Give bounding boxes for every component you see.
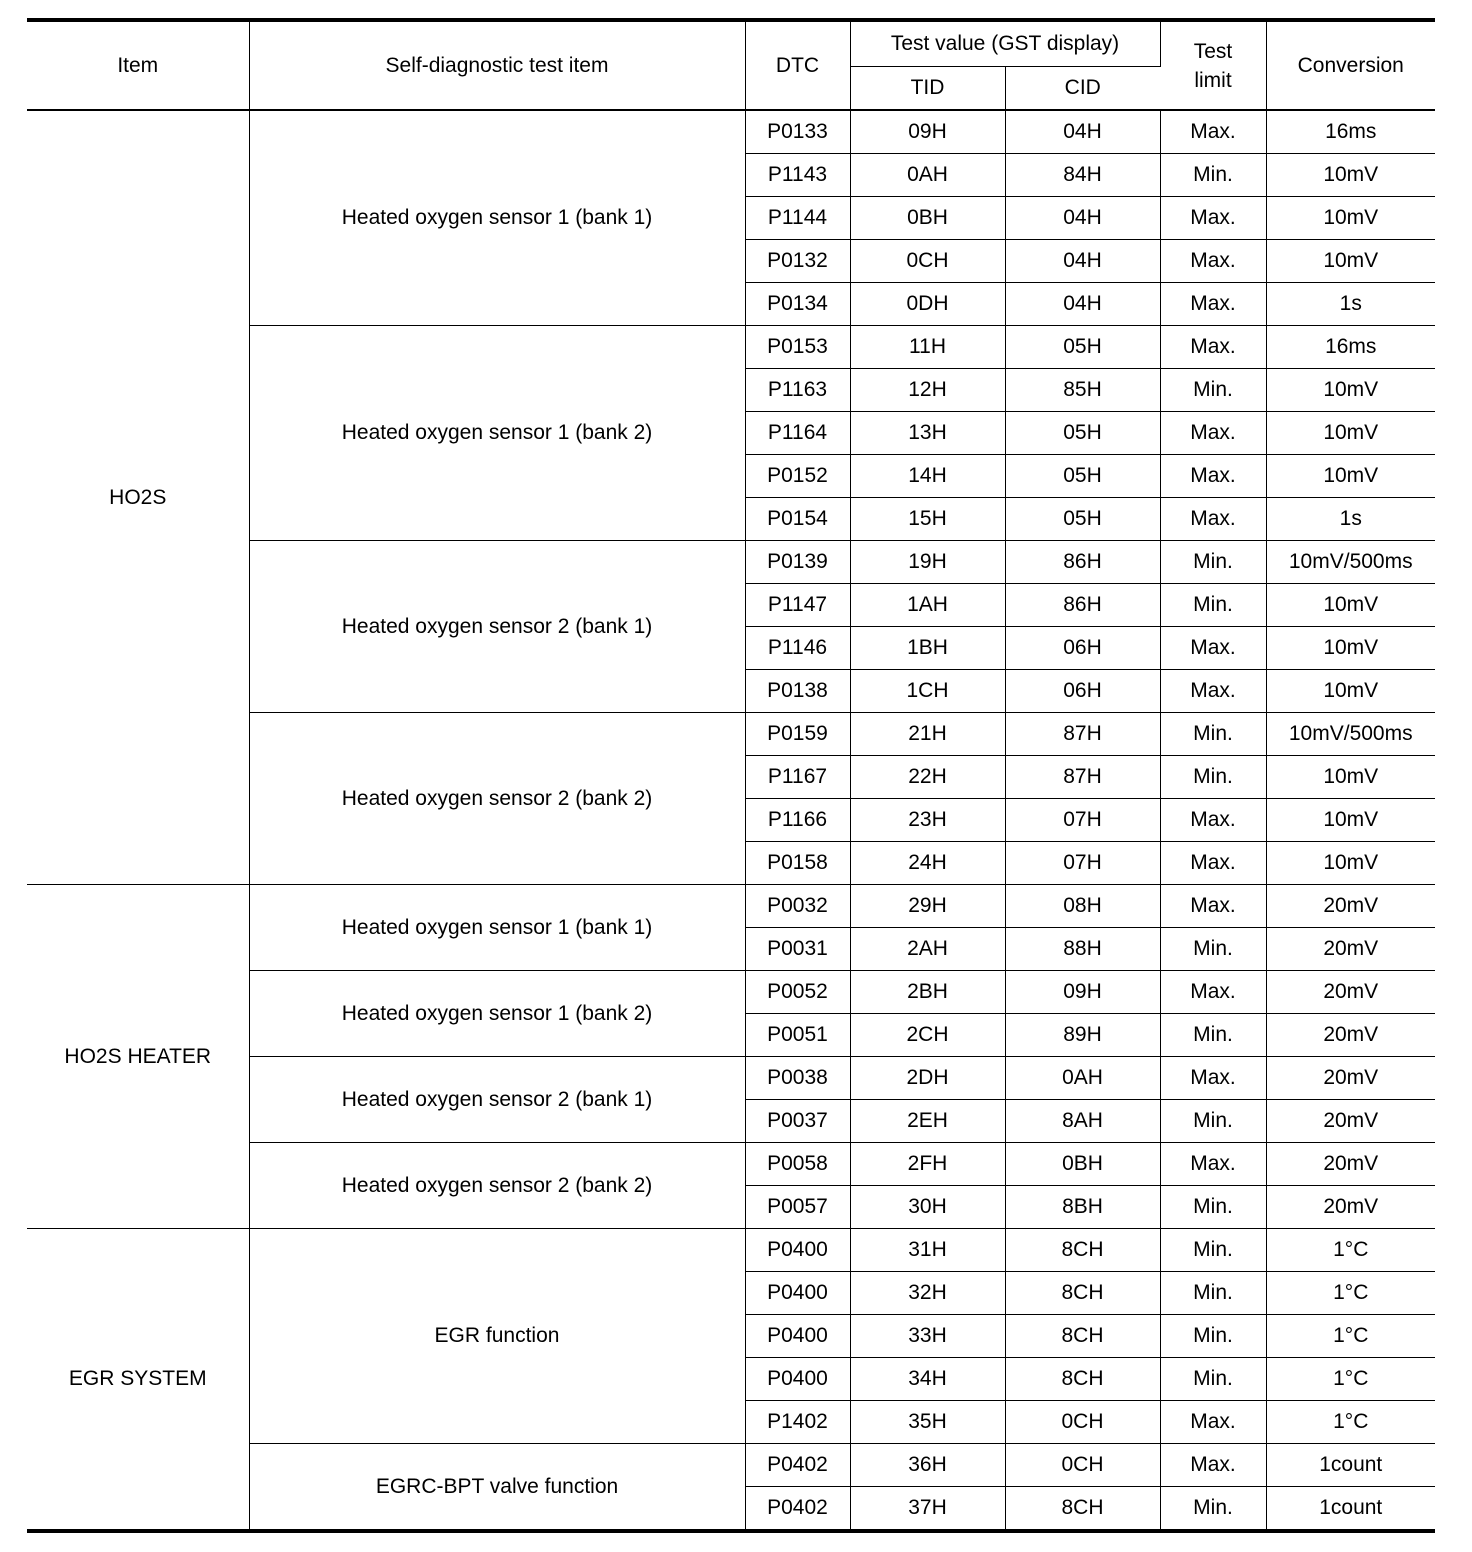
test-limit-cell: Max. <box>1160 283 1266 326</box>
test-limit-cell: Min. <box>1160 1186 1266 1229</box>
test-limit-cell: Min. <box>1160 541 1266 584</box>
test-limit-cell: Max. <box>1160 799 1266 842</box>
item-cell: HO2S HEATER <box>27 885 249 1229</box>
cid-cell: 84H <box>1005 154 1160 197</box>
conversion-cell: 10mV/500ms <box>1266 541 1435 584</box>
cid-cell: 88H <box>1005 928 1160 971</box>
conversion-cell: 20mV <box>1266 1057 1435 1100</box>
dtc-cell: P0139 <box>745 541 850 584</box>
tid-cell: 33H <box>850 1315 1005 1358</box>
tid-cell: 11H <box>850 326 1005 369</box>
cid-cell: 0BH <box>1005 1143 1160 1186</box>
cid-cell: 06H <box>1005 670 1160 713</box>
test-limit-cell: Max. <box>1160 197 1266 240</box>
test-item-cell: Heated oxygen sensor 2 (bank 2) <box>249 1143 745 1229</box>
dtc-cell: P0153 <box>745 326 850 369</box>
test-limit-cell: Max. <box>1160 326 1266 369</box>
cid-cell: 05H <box>1005 498 1160 541</box>
tid-cell: 13H <box>850 412 1005 455</box>
tid-cell: 24H <box>850 842 1005 885</box>
dtc-cell: P0134 <box>745 283 850 326</box>
test-item-cell: Heated oxygen sensor 2 (bank 2) <box>249 713 745 885</box>
item-cell: EGR SYSTEM <box>27 1229 249 1532</box>
test-item-cell: EGRC-BPT valve function <box>249 1444 745 1532</box>
dtc-cell: P0400 <box>745 1229 850 1272</box>
cid-cell: 05H <box>1005 455 1160 498</box>
dtc-cell: P1402 <box>745 1401 850 1444</box>
conversion-cell: 1°C <box>1266 1272 1435 1315</box>
conversion-cell: 20mV <box>1266 885 1435 928</box>
conversion-cell: 1s <box>1266 498 1435 541</box>
dtc-cell: P1143 <box>745 154 850 197</box>
test-limit-cell: Min. <box>1160 1487 1266 1532</box>
dtc-cell: P0400 <box>745 1315 850 1358</box>
conversion-cell: 10mV <box>1266 369 1435 412</box>
test-item-cell: Heated oxygen sensor 1 (bank 1) <box>249 885 745 971</box>
dtc-cell: P1144 <box>745 197 850 240</box>
tid-cell: 09H <box>850 110 1005 154</box>
test-item-cell: Heated oxygen sensor 1 (bank 2) <box>249 326 745 541</box>
table-body <box>27 110 1435 1531</box>
test-limit-cell: Max. <box>1160 1057 1266 1100</box>
header-tid: TID <box>850 67 1005 111</box>
tid-cell: 12H <box>850 369 1005 412</box>
tid-cell: 2BH <box>850 971 1005 1014</box>
conversion-cell: 16ms <box>1266 110 1435 154</box>
dtc-cell: P0133 <box>745 110 850 154</box>
test-limit-cell: Max. <box>1160 1401 1266 1444</box>
test-limit-cell: Min. <box>1160 1315 1266 1358</box>
dtc-cell: P0038 <box>745 1057 850 1100</box>
dtc-cell: P0402 <box>745 1444 850 1487</box>
cid-cell: 05H <box>1005 412 1160 455</box>
tid-cell: 2CH <box>850 1014 1005 1057</box>
dtc-cell: P0400 <box>745 1358 850 1401</box>
tid-cell: 2EH <box>850 1100 1005 1143</box>
conversion-cell: 10mV <box>1266 670 1435 713</box>
tid-cell: 2DH <box>850 1057 1005 1100</box>
tid-cell: 37H <box>850 1487 1005 1532</box>
header-test-limit <box>1160 20 1266 110</box>
dtc-cell: P0037 <box>745 1100 850 1143</box>
test-item-cell: EGR function <box>249 1229 745 1444</box>
tid-cell: 36H <box>850 1444 1005 1487</box>
cid-cell: 86H <box>1005 584 1160 627</box>
tid-cell: 1BH <box>850 627 1005 670</box>
test-limit-cell: Min. <box>1160 1229 1266 1272</box>
cid-cell: 07H <box>1005 842 1160 885</box>
tid-cell: 0AH <box>850 154 1005 197</box>
cid-cell: 0AH <box>1005 1057 1160 1100</box>
tid-cell: 29H <box>850 885 1005 928</box>
conversion-cell: 10mV <box>1266 154 1435 197</box>
tid-cell: 2AH <box>850 928 1005 971</box>
dtc-cell: P0152 <box>745 455 850 498</box>
conversion-cell: 10mV <box>1266 756 1435 799</box>
header-test-item: Self-diagnostic test item <box>249 20 745 110</box>
test-limit-cell: Min. <box>1160 584 1266 627</box>
cid-cell: 04H <box>1005 197 1160 240</box>
cid-cell: 8AH <box>1005 1100 1160 1143</box>
test-limit-cell: Max. <box>1160 1444 1266 1487</box>
dtc-cell: P0159 <box>745 713 850 756</box>
conversion-cell: 1°C <box>1266 1229 1435 1272</box>
conversion-cell: 10mV/500ms <box>1266 713 1435 756</box>
table-row <box>27 885 1435 928</box>
tid-cell: 19H <box>850 541 1005 584</box>
dtc-cell: P1166 <box>745 799 850 842</box>
tid-cell: 0CH <box>850 240 1005 283</box>
tid-cell: 0BH <box>850 197 1005 240</box>
tid-cell: 0DH <box>850 283 1005 326</box>
test-limit-cell: Max. <box>1160 885 1266 928</box>
test-limit-cell: Min. <box>1160 713 1266 756</box>
cid-cell: 8BH <box>1005 1186 1160 1229</box>
test-limit-cell: Max. <box>1160 971 1266 1014</box>
test-limit-cell: Max. <box>1160 455 1266 498</box>
conversion-cell: 1°C <box>1266 1358 1435 1401</box>
test-limit-cell: Min. <box>1160 369 1266 412</box>
dtc-cell: P0058 <box>745 1143 850 1186</box>
cid-cell: 8CH <box>1005 1487 1160 1532</box>
conversion-cell: 20mV <box>1266 1143 1435 1186</box>
test-limit-cell: Max. <box>1160 1143 1266 1186</box>
conversion-cell: 1count <box>1266 1487 1435 1532</box>
cid-cell: 87H <box>1005 713 1160 756</box>
dtc-cell: P0032 <box>745 885 850 928</box>
item-cell: HO2S <box>27 110 249 885</box>
test-limit-cell: Min. <box>1160 1014 1266 1057</box>
dtc-cell: P0031 <box>745 928 850 971</box>
tid-cell: 1CH <box>850 670 1005 713</box>
test-limit-cell: Max. <box>1160 240 1266 283</box>
conversion-cell: 10mV <box>1266 455 1435 498</box>
header-cid: CID <box>1005 67 1160 111</box>
dtc-cell: P0051 <box>745 1014 850 1057</box>
conversion-cell: 20mV <box>1266 928 1435 971</box>
tid-cell: 32H <box>850 1272 1005 1315</box>
cid-cell: 8CH <box>1005 1229 1160 1272</box>
conversion-cell: 10mV <box>1266 584 1435 627</box>
dtc-cell: P0400 <box>745 1272 850 1315</box>
dtc-cell: P1164 <box>745 412 850 455</box>
cid-cell: 04H <box>1005 283 1160 326</box>
cid-cell: 8CH <box>1005 1272 1160 1315</box>
test-limit-cell: Min. <box>1160 154 1266 197</box>
tid-cell: 1AH <box>850 584 1005 627</box>
conversion-cell: 1count <box>1266 1444 1435 1487</box>
header-test-limit-line2: limit <box>1194 68 1232 92</box>
dtc-cell: P0052 <box>745 971 850 1014</box>
cid-cell: 8CH <box>1005 1358 1160 1401</box>
conversion-cell: 10mV <box>1266 799 1435 842</box>
tid-cell: 21H <box>850 713 1005 756</box>
cid-cell: 0CH <box>1005 1444 1160 1487</box>
cid-cell: 08H <box>1005 885 1160 928</box>
test-limit-cell: Min. <box>1160 756 1266 799</box>
dtc-table <box>27 18 1435 1533</box>
dtc-cell: P1146 <box>745 627 850 670</box>
test-limit-cell: Max. <box>1160 498 1266 541</box>
tid-cell: 23H <box>850 799 1005 842</box>
cid-cell: 04H <box>1005 240 1160 283</box>
dtc-cell: P1167 <box>745 756 850 799</box>
conversion-cell: 10mV <box>1266 412 1435 455</box>
cid-cell: 04H <box>1005 110 1160 154</box>
header-test-value: Test value (GST display) <box>850 20 1160 67</box>
cid-cell: 06H <box>1005 627 1160 670</box>
test-limit-cell: Min. <box>1160 1100 1266 1143</box>
conversion-cell: 1°C <box>1266 1401 1435 1444</box>
table-row <box>27 110 1435 154</box>
test-limit-cell: Min. <box>1160 1358 1266 1401</box>
dtc-cell: P1163 <box>745 369 850 412</box>
table-row <box>27 1229 1435 1272</box>
header-test-limit-line1: Test <box>1193 39 1233 63</box>
cid-cell: 8CH <box>1005 1315 1160 1358</box>
cid-cell: 85H <box>1005 369 1160 412</box>
conversion-cell: 20mV <box>1266 1014 1435 1057</box>
test-limit-cell: Min. <box>1160 928 1266 971</box>
conversion-cell: 10mV <box>1266 240 1435 283</box>
test-item-cell: Heated oxygen sensor 1 (bank 1) <box>249 110 745 326</box>
cid-cell: 09H <box>1005 971 1160 1014</box>
test-item-cell: Heated oxygen sensor 1 (bank 2) <box>249 971 745 1057</box>
tid-cell: 31H <box>850 1229 1005 1272</box>
test-item-cell: Heated oxygen sensor 2 (bank 1) <box>249 1057 745 1143</box>
dtc-cell: P1147 <box>745 584 850 627</box>
test-limit-cell: Max. <box>1160 110 1266 154</box>
cid-cell: 07H <box>1005 799 1160 842</box>
cid-cell: 05H <box>1005 326 1160 369</box>
test-limit-cell: Max. <box>1160 627 1266 670</box>
cid-cell: 0CH <box>1005 1401 1160 1444</box>
conversion-cell: 10mV <box>1266 197 1435 240</box>
tid-cell: 35H <box>850 1401 1005 1444</box>
conversion-cell: 1s <box>1266 283 1435 326</box>
dtc-cell: P0138 <box>745 670 850 713</box>
dtc-cell: P0132 <box>745 240 850 283</box>
conversion-cell: 1°C <box>1266 1315 1435 1358</box>
test-item-cell: Heated oxygen sensor 2 (bank 1) <box>249 541 745 713</box>
header-dtc: DTC <box>745 20 850 110</box>
header-conversion: Conversion <box>1266 20 1435 110</box>
conversion-cell: 20mV <box>1266 971 1435 1014</box>
tid-cell: 2FH <box>850 1143 1005 1186</box>
tid-cell: 14H <box>850 455 1005 498</box>
header-item: Item <box>27 20 249 110</box>
test-limit-cell: Max. <box>1160 670 1266 713</box>
tid-cell: 34H <box>850 1358 1005 1401</box>
dtc-cell: P0158 <box>745 842 850 885</box>
cid-cell: 89H <box>1005 1014 1160 1057</box>
table-header <box>27 20 1435 110</box>
cid-cell: 86H <box>1005 541 1160 584</box>
tid-cell: 30H <box>850 1186 1005 1229</box>
dtc-cell: P0154 <box>745 498 850 541</box>
conversion-cell: 10mV <box>1266 842 1435 885</box>
cid-cell: 87H <box>1005 756 1160 799</box>
conversion-cell: 20mV <box>1266 1186 1435 1229</box>
tid-cell: 15H <box>850 498 1005 541</box>
tid-cell: 22H <box>850 756 1005 799</box>
conversion-cell: 10mV <box>1266 627 1435 670</box>
dtc-cell: P0402 <box>745 1487 850 1532</box>
conversion-cell: 20mV <box>1266 1100 1435 1143</box>
conversion-cell: 16ms <box>1266 326 1435 369</box>
test-limit-cell: Max. <box>1160 842 1266 885</box>
test-limit-cell: Max. <box>1160 412 1266 455</box>
dtc-cell: P0057 <box>745 1186 850 1229</box>
test-limit-cell: Min. <box>1160 1272 1266 1315</box>
